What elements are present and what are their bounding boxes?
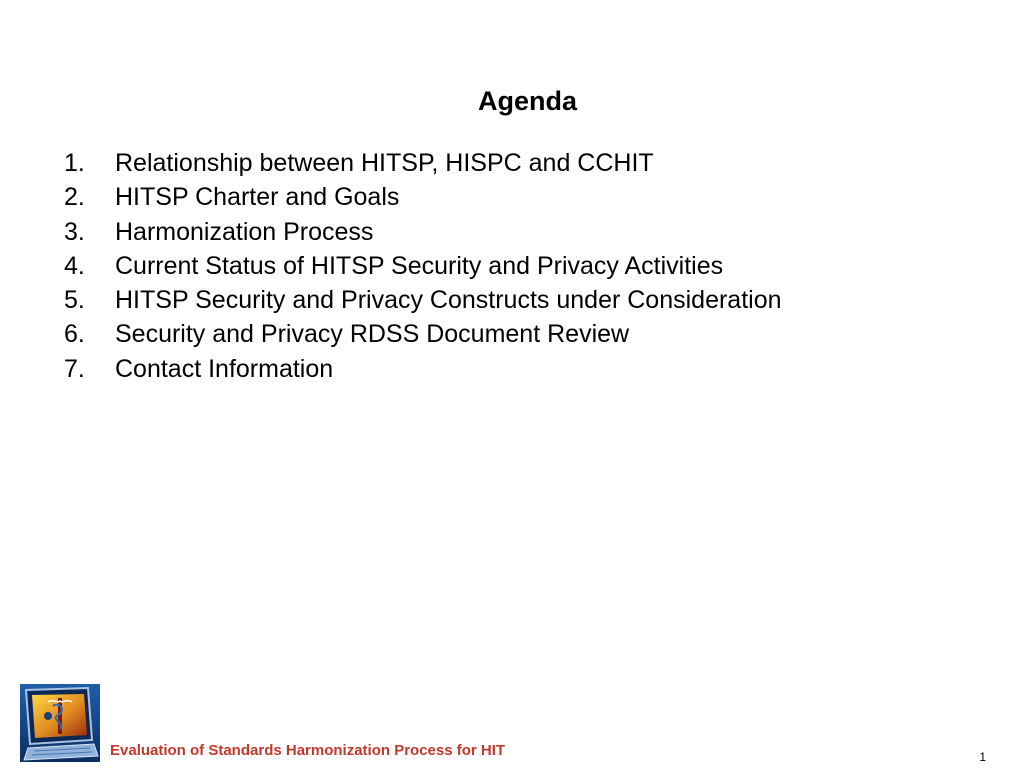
agenda-list: [64, 146, 782, 386]
list-item-number: 6.: [64, 320, 85, 349]
list-item-number: 2.: [64, 183, 85, 212]
list-item-text: HITSP Charter and Goals: [115, 183, 400, 212]
list-item-number: 7.: [64, 354, 85, 383]
list-item-text: Current Status of HITSP Security and Privacy Activities: [115, 251, 724, 280]
list-item: [64, 146, 782, 180]
list-item-number: 1.: [64, 149, 85, 177]
list-item: [64, 317, 782, 351]
list-item-number: 4.: [64, 251, 85, 280]
list-item-text: Relationship between HITSP, HISPC and CCHIT: [115, 149, 654, 177]
list-item: [64, 352, 782, 386]
list-item-number: 5.: [64, 286, 85, 315]
list-item-text: Contact Information: [115, 354, 334, 383]
footer-title: Evaluation of Standards Harmonization Process for HIT: [110, 742, 506, 759]
list-item-text: Harmonization Process: [115, 217, 374, 246]
list-item-text: HITSP Security and Privacy Constructs under Consideration: [115, 286, 782, 315]
list-item: [64, 249, 782, 283]
computer-caduceus-icon: [20, 684, 100, 762]
list-item: [64, 215, 782, 249]
list-item-number: 3.: [64, 217, 85, 246]
list-item-text: Security and Privacy RDSS Document Review: [115, 320, 630, 349]
list-item: [64, 283, 782, 317]
slide-title: Agenda: [477, 86, 577, 116]
list-item: [64, 180, 782, 214]
page-number: 1: [979, 750, 986, 764]
